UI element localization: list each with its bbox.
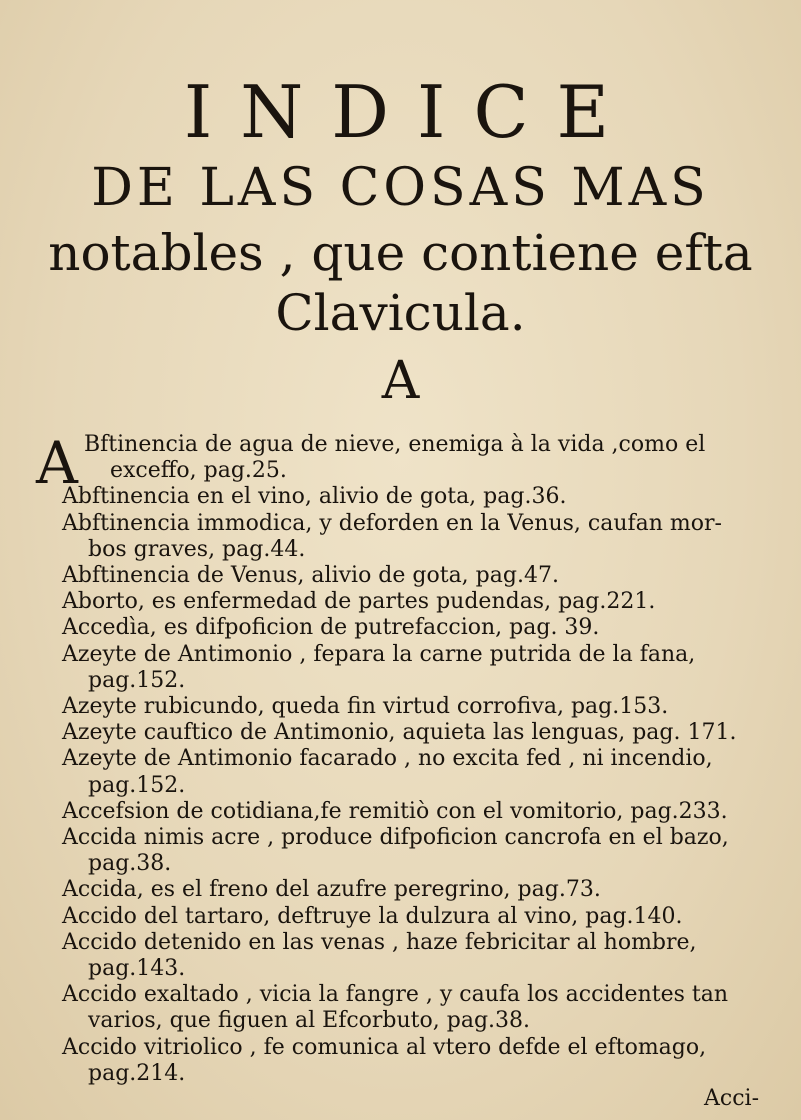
index-subtitle-line-2: notables , que contiene efta <box>48 224 753 282</box>
entry-text: Azeyte rubicundo, queda fin virtud corrofiva, pag.153. <box>62 694 669 720</box>
index-entry <box>62 877 752 903</box>
entry-text: Azeyte de Antimonio facarado , no excita fed , ni incendio, <box>62 746 713 772</box>
index-entry <box>62 720 752 746</box>
index-entry <box>62 432 752 484</box>
entry-text: Bftinencia de agua de nieve, enemiga à la vida ,como el <box>84 432 706 457</box>
index-entry <box>62 615 752 641</box>
index-entry <box>62 589 752 615</box>
index-title: INDICE <box>183 70 638 154</box>
index-entry <box>62 694 752 720</box>
entry-continuation: pag.152. <box>88 772 186 798</box>
entry-text: Aborto, es enfermedad de partes pudendas, pag.221. <box>62 589 656 615</box>
entry-text: Accido vitriolico , fe comunica al vtero defde el eftomago, <box>62 1034 707 1060</box>
entry-text: Accefsion de cotidiana,fe remitiò con el vomitorio, pag.233. <box>62 798 728 824</box>
index-entry <box>62 746 752 798</box>
index-entry <box>62 825 752 877</box>
index-entry <box>62 484 752 510</box>
entry-continuation: exceffo, pag.25. <box>110 458 287 484</box>
index-entry <box>62 982 752 1034</box>
index-entry <box>62 1035 752 1087</box>
index-entry <box>62 904 752 930</box>
entry-continuation: pag.143. <box>88 956 186 982</box>
catchword: Acci- <box>704 1086 759 1111</box>
entry-text: Accida nimis acre , produce difpoficion cancrofa en el bazo, <box>62 825 729 851</box>
entry-text: Accido detenido en las venas , haze febricitar al hombre, <box>62 929 697 955</box>
entry-text: Abftinencia en el vino, alivio de gota, pag.36. <box>62 484 567 510</box>
drop-cap: A <box>36 429 78 497</box>
index-subtitle-line-1: DE LAS COSAS MAS <box>91 158 710 218</box>
index-subtitle-line-3: Clavicula. <box>275 284 526 342</box>
entry-continuation: bos graves, pag.44. <box>88 536 306 562</box>
index-entry <box>62 642 752 694</box>
entry-continuation: pag.38. <box>88 851 172 877</box>
entry-continuation: varios, que figuen al Efcorbuto, pag.38. <box>88 1008 531 1034</box>
section-letter: A <box>381 351 420 411</box>
index-entry <box>62 511 752 563</box>
entry-text: Azeyte cauftico de Antimonio, aquieta las lenguas, pag. 171. <box>62 720 737 746</box>
entry-text: Azeyte de Antimonio , fepara la carne putrida de la fana, <box>62 641 696 667</box>
entry-text: Abftinencia de Venus, alivio de gota, pag.47. <box>62 563 559 589</box>
entry-text: Accida, es el freno del azufre peregrino, pag.73. <box>62 877 601 903</box>
entry-continuation: pag.214. <box>88 1060 186 1086</box>
index-entries <box>62 432 752 1087</box>
entry-text: Accido exaltado , vicia la fangre , y caufa los accidentes tan <box>62 982 729 1008</box>
entry-text: Accido del tartaro, deftruye la dulzura al vino, pag.140. <box>62 903 683 929</box>
index-entry <box>62 799 752 825</box>
entry-continuation: pag.152. <box>88 667 186 693</box>
entry-text: Accedìa, es difpoficion de putrefaccion, pag. 39. <box>62 615 600 641</box>
index-entry <box>62 563 752 589</box>
index-entry <box>62 930 752 982</box>
entry-text: Abftinencia immodica, y deforden en la Venus, caufan mor- <box>62 510 722 536</box>
